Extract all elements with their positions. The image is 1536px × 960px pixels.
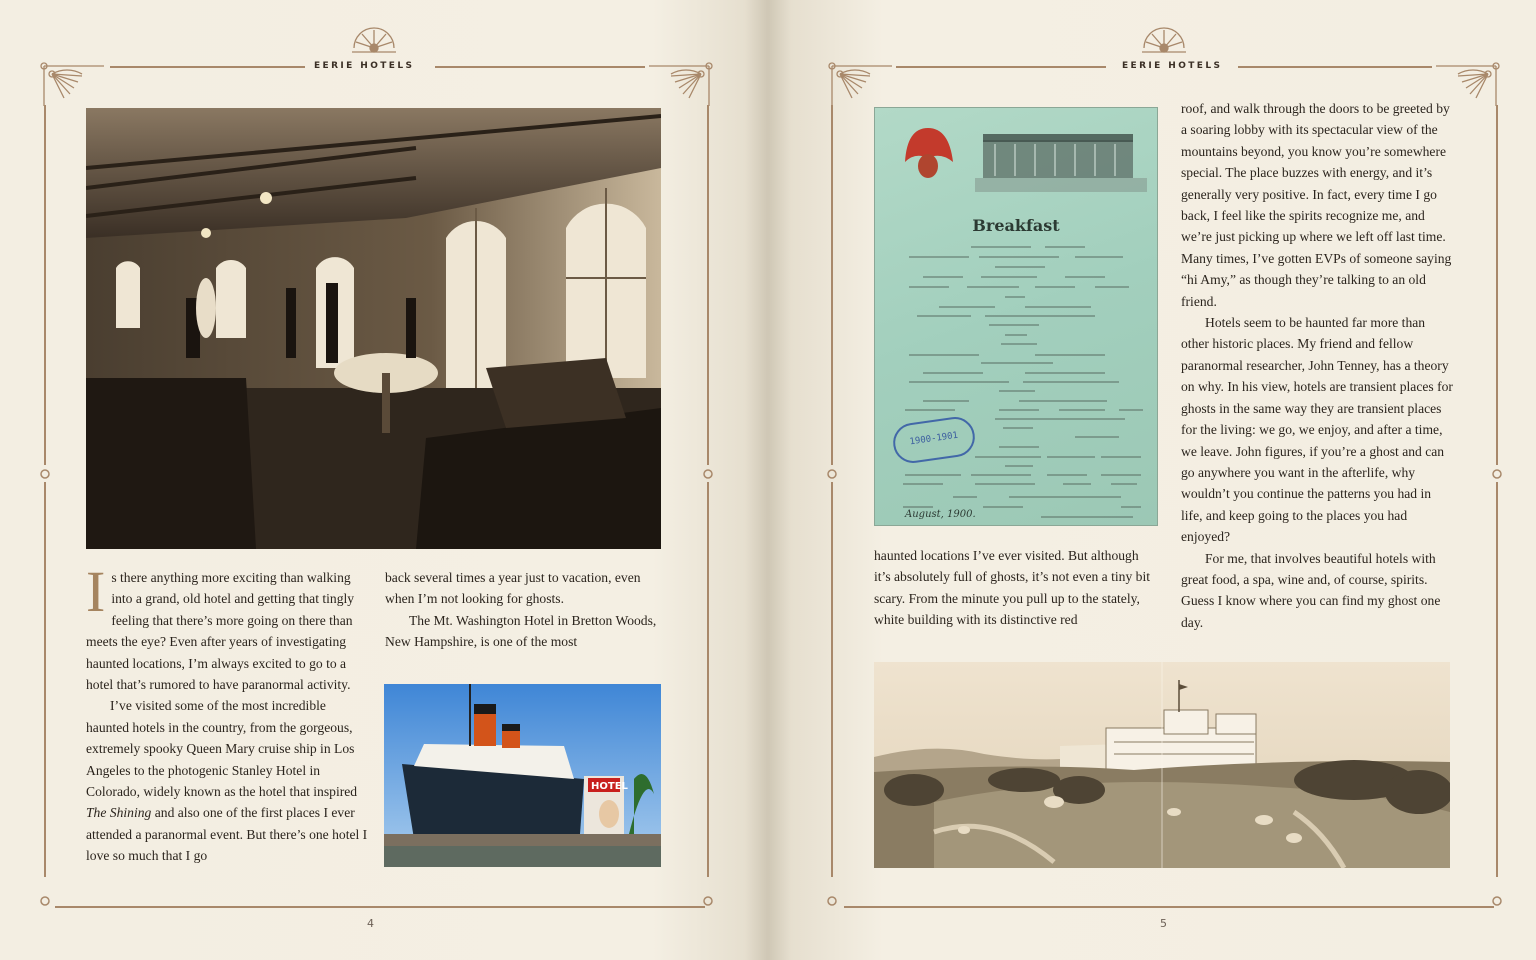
corner-fan-top-left-icon [826, 58, 896, 108]
border-right-lower [707, 482, 709, 877]
dropcap: I [86, 559, 106, 624]
border-right [707, 105, 709, 465]
paragraph: haunted locations I’ve ever visited. But although it’s absolutely full of ghosts, it’s not even a tiny bit scary. From the minute you pull up to the stately, white building with its distinctive red [874, 548, 1151, 628]
paragraph: I’ve visited some of the most incredible haunted hotels in the country, from the gorgeous, extremely spooky Queen Mary cruise ship in Los Angeles to the photogenic Stanley Hotel in Colorado, widely known as the hotel that inspired The Shining and also one of the first places I ever attended a paranormal event. But there’s one hotel I love so much that I go [86, 698, 368, 864]
body-column-2 [385, 567, 663, 653]
border-left [831, 105, 833, 465]
mt-washington-hotel-panorama [874, 662, 1450, 868]
page-number-right: 5 [1160, 917, 1167, 930]
queen-mary-photo [384, 684, 661, 867]
body-column-1 [874, 545, 1156, 631]
footer-rule [55, 906, 705, 908]
indian-head-logo-icon [897, 122, 959, 184]
border-right [1496, 105, 1498, 465]
paragraph: roof, and walk through the doors to be greeted by a soaring lobby with its spectacular view of the mountains beyond, you know you’re somewhere special. The place buzzes with energy, and it’s generally very positive. In fact, every time I go back, I feel like the spirits recognize me, and we’re just picking up where we left off last time. Many times, I’ve gotten EVPs of someone saying “hi Amy,” as though they’re talking to an old friend. [1181, 101, 1452, 309]
sunburst-ornament-icon [350, 26, 398, 56]
intro-paragraph: Is there anything more exciting than walking into a grand, old hotel and getting that tingly feeling that there’s more going on there than meets the eye? Even after years of investigating haunted locations, I’m always excited to go to a hotel that’s rumored to have paranormal activity. [86, 559, 355, 693]
body-column-1 [86, 559, 368, 867]
svg-text:HOTEL: HOTEL [591, 781, 628, 792]
border-dot-icon [702, 895, 714, 907]
header-rule-left [110, 66, 305, 68]
border-left-lower [44, 482, 46, 877]
paragraph: back several times a year just to vacation, even when I’m not looking for ghosts. [385, 570, 641, 607]
corner-fan-top-left-icon [38, 58, 108, 108]
body-column-2 [1181, 98, 1453, 633]
border-dot-icon [826, 468, 838, 480]
corner-fan-top-right-icon [645, 58, 715, 108]
header-rule-left [896, 66, 1106, 68]
border-dot-icon [39, 468, 51, 480]
border-dot-icon [702, 468, 714, 480]
menu-handwritten-date: August, 1900. [905, 509, 976, 520]
border-left [44, 105, 46, 465]
running-head: EERIE HOTELS [314, 61, 415, 71]
header-rule-right [435, 66, 645, 68]
border-dot-icon [39, 895, 51, 907]
header-rule-right [1238, 66, 1432, 68]
border-left-lower [831, 482, 833, 877]
breakfast-menu-image [874, 107, 1158, 526]
running-head: EERIE HOTELS [1122, 61, 1223, 71]
border-dot-icon [1491, 895, 1503, 907]
page-number-left: 4 [367, 917, 374, 930]
hotel-engraving-icon [975, 120, 1147, 196]
border-dot-icon [826, 895, 838, 907]
paragraph: The Mt. Washington Hotel in Bretton Woods, New Hampshire, is one of the most [385, 612, 657, 650]
border-dot-icon [1491, 468, 1503, 480]
border-right-lower [1496, 482, 1498, 877]
hotel-lobby-photo [86, 108, 661, 549]
paragraph: For me, that involves beautiful hotels with great food, a spa, wine and, of course, spirits. Guess I know where you can find my ghost one day. [1181, 550, 1441, 630]
library-stamp: 1900-1901 [891, 414, 978, 465]
paragraph: Hotels seem to be haunted far more than other historic places. My friend and fellow paranormal researcher, John Tenney, has a theory on why. In his view, hotels are transient places for ghosts in the same way they are transient places for the living: we go, we enjoy, and after a time, we leave. John figures, if you’re a ghost and can go anywhere you want in the afterlife, why wouldn’t you continue the patterns you had in life, and keep going to the places you had enjoyed? [1181, 315, 1453, 545]
menu-title: Breakfast [972, 216, 1060, 235]
sunburst-ornament-icon [1140, 26, 1188, 56]
footer-rule [844, 906, 1494, 908]
